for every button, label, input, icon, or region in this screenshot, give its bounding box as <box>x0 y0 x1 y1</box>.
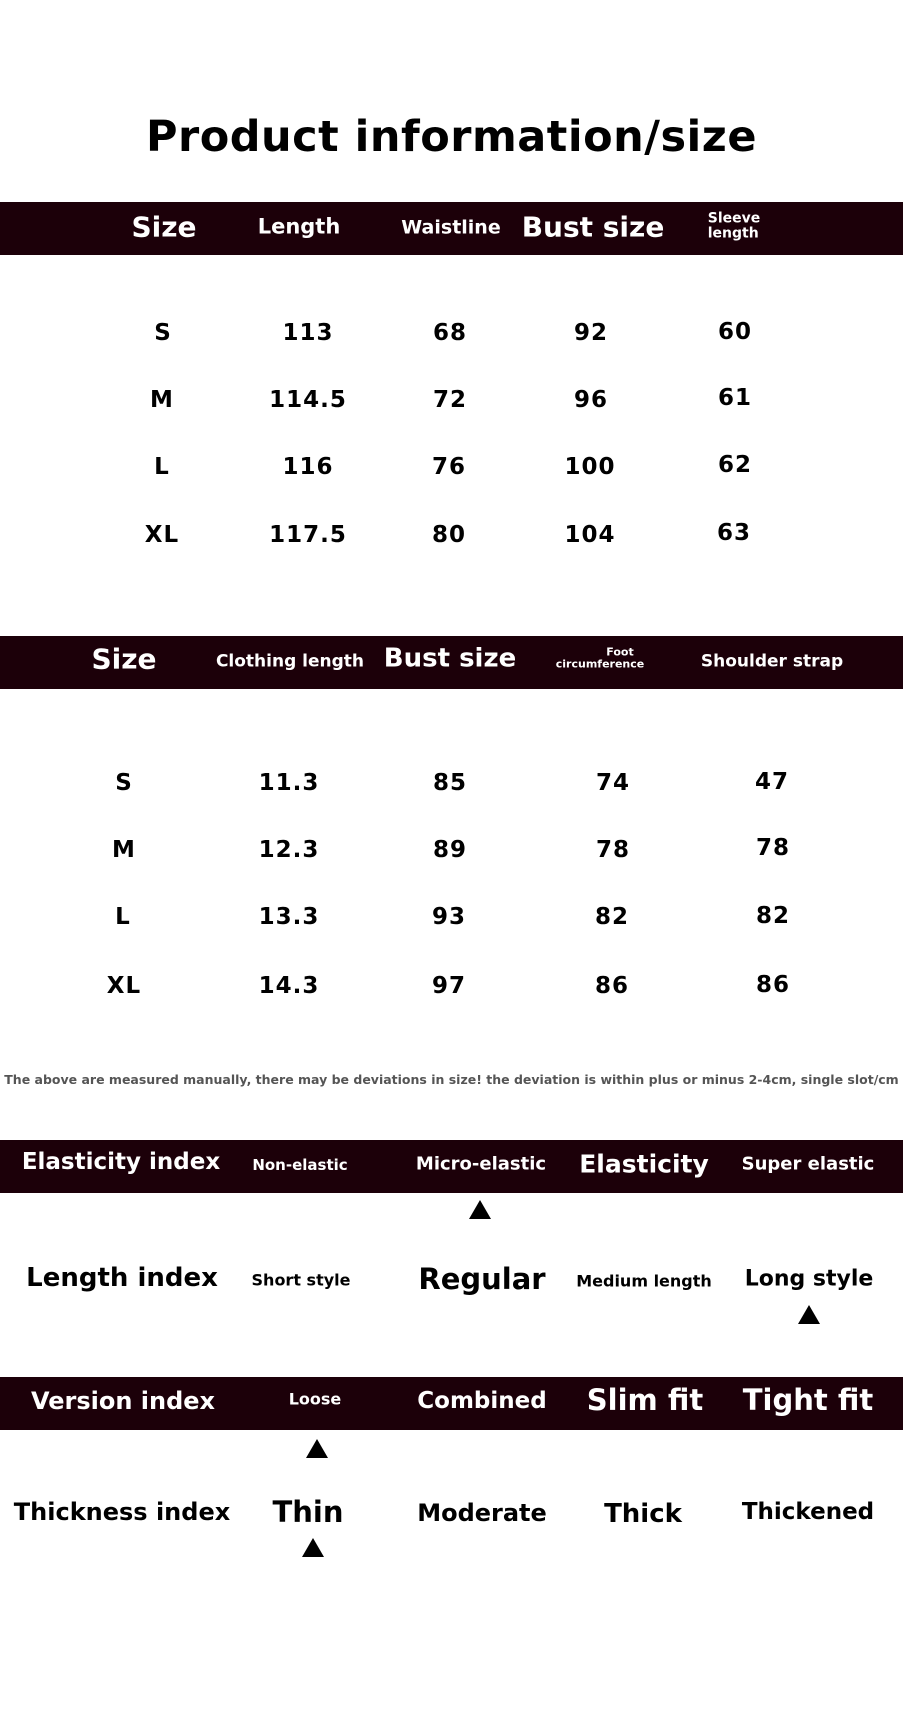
version-index-label: Version index <box>30 1387 216 1415</box>
t1-header-sleeve-line1: Sleeve <box>707 210 761 227</box>
t1-cell: 62 <box>717 452 753 478</box>
t1-cell: L <box>154 454 170 480</box>
t1-header-waistline: Waistline <box>401 216 501 239</box>
t1-cell: 104 <box>564 522 616 548</box>
elasticity-option: Micro-elastic <box>415 1153 547 1175</box>
t2-header-shoulder: Shoulder strap <box>700 651 844 672</box>
thickness-index-label: Thickness index <box>13 1498 231 1526</box>
t2-cell: 12.3 <box>258 837 320 863</box>
elasticity-option: Elasticity <box>579 1149 709 1179</box>
page-title: Product information/size <box>146 112 757 162</box>
version-option: Tight fit <box>742 1383 874 1417</box>
t2-cell: 85 <box>432 770 468 796</box>
thickness-option: Thin <box>272 1495 344 1529</box>
t1-cell: XL <box>144 522 180 548</box>
length-index-label: Length index <box>26 1263 218 1293</box>
t1-header-sleeve-line2: length <box>707 226 759 242</box>
t1-cell: 100 <box>564 454 616 480</box>
elasticity-index-label: Elasticity index <box>21 1149 221 1175</box>
triangle-up-icon <box>798 1305 820 1324</box>
t1-cell: 92 <box>573 320 609 346</box>
elasticity-option: Super elastic <box>741 1153 875 1175</box>
t2-header-bust: Bust size <box>383 643 517 674</box>
t2-cell: 89 <box>432 837 468 863</box>
t2-cell: 14.3 <box>258 973 320 999</box>
length-option: Short style <box>251 1270 351 1290</box>
t2-cell: 86 <box>594 973 630 999</box>
t1-cell: 117.5 <box>269 522 347 548</box>
t2-cell: L <box>115 904 131 930</box>
t1-cell: 76 <box>431 454 467 480</box>
t2-cell: 86 <box>755 972 791 998</box>
length-option: Medium length <box>576 1271 712 1291</box>
t2-cell: M <box>112 837 136 863</box>
t2-cell: 78 <box>755 835 791 861</box>
t1-cell: 116 <box>282 454 334 480</box>
thickness-option: Moderate <box>417 1499 547 1527</box>
t2-cell: 93 <box>431 904 467 930</box>
t2-cell: 97 <box>431 973 467 999</box>
t1-header-size: Size <box>131 210 197 244</box>
t2-cell: 78 <box>595 837 631 863</box>
t2-header-clothing-length: Clothing length <box>215 651 365 672</box>
triangle-up-icon <box>306 1439 328 1458</box>
elasticity-option: Non-elastic <box>252 1156 348 1174</box>
t1-cell: S <box>154 320 172 346</box>
thickness-option: Thick <box>604 1499 682 1529</box>
measurement-note: The above are measured manually, there may be deviations in size! the deviation is within plus or minus 2-4cm, single slot/cm <box>4 1072 899 1087</box>
t2-cell: 11.3 <box>258 770 320 796</box>
triangle-up-icon <box>302 1538 324 1557</box>
t1-cell: 61 <box>717 385 753 411</box>
version-option: Loose <box>288 1389 342 1409</box>
t2-cell: XL <box>106 973 142 999</box>
version-option: Slim fit <box>586 1383 704 1417</box>
t1-cell: 114.5 <box>269 387 347 413</box>
thickness-option: Thickened <box>741 1499 875 1525</box>
t1-cell: 68 <box>432 320 468 346</box>
t2-cell: 82 <box>594 904 630 930</box>
t2-cell: 82 <box>755 903 791 929</box>
t2-cell: S <box>115 770 133 796</box>
length-option: Long style <box>744 1266 874 1292</box>
t2-header-foot-line1: Foot <box>606 645 634 659</box>
t2-cell: 13.3 <box>258 904 320 930</box>
triangle-up-icon <box>469 1200 491 1219</box>
t1-header-bust: Bust size <box>521 210 665 244</box>
t1-cell: 113 <box>282 320 334 346</box>
t1-cell: 80 <box>431 522 467 548</box>
t1-cell: 60 <box>717 319 753 345</box>
version-option: Combined <box>417 1388 547 1414</box>
t2-header-foot <box>556 646 644 669</box>
t1-cell: M <box>150 387 174 413</box>
length-option: Regular <box>418 1262 546 1296</box>
t2-header-size: Size <box>91 642 157 676</box>
t2-cell: 47 <box>754 769 790 795</box>
t1-cell: 72 <box>432 387 468 413</box>
t1-header-sleeve <box>708 212 761 243</box>
t2-header-foot-line2: circumference <box>555 657 645 670</box>
t1-cell: 63 <box>716 520 752 546</box>
t1-header-length: Length <box>257 214 341 239</box>
t2-cell: 74 <box>595 770 631 796</box>
t1-cell: 96 <box>573 387 609 413</box>
